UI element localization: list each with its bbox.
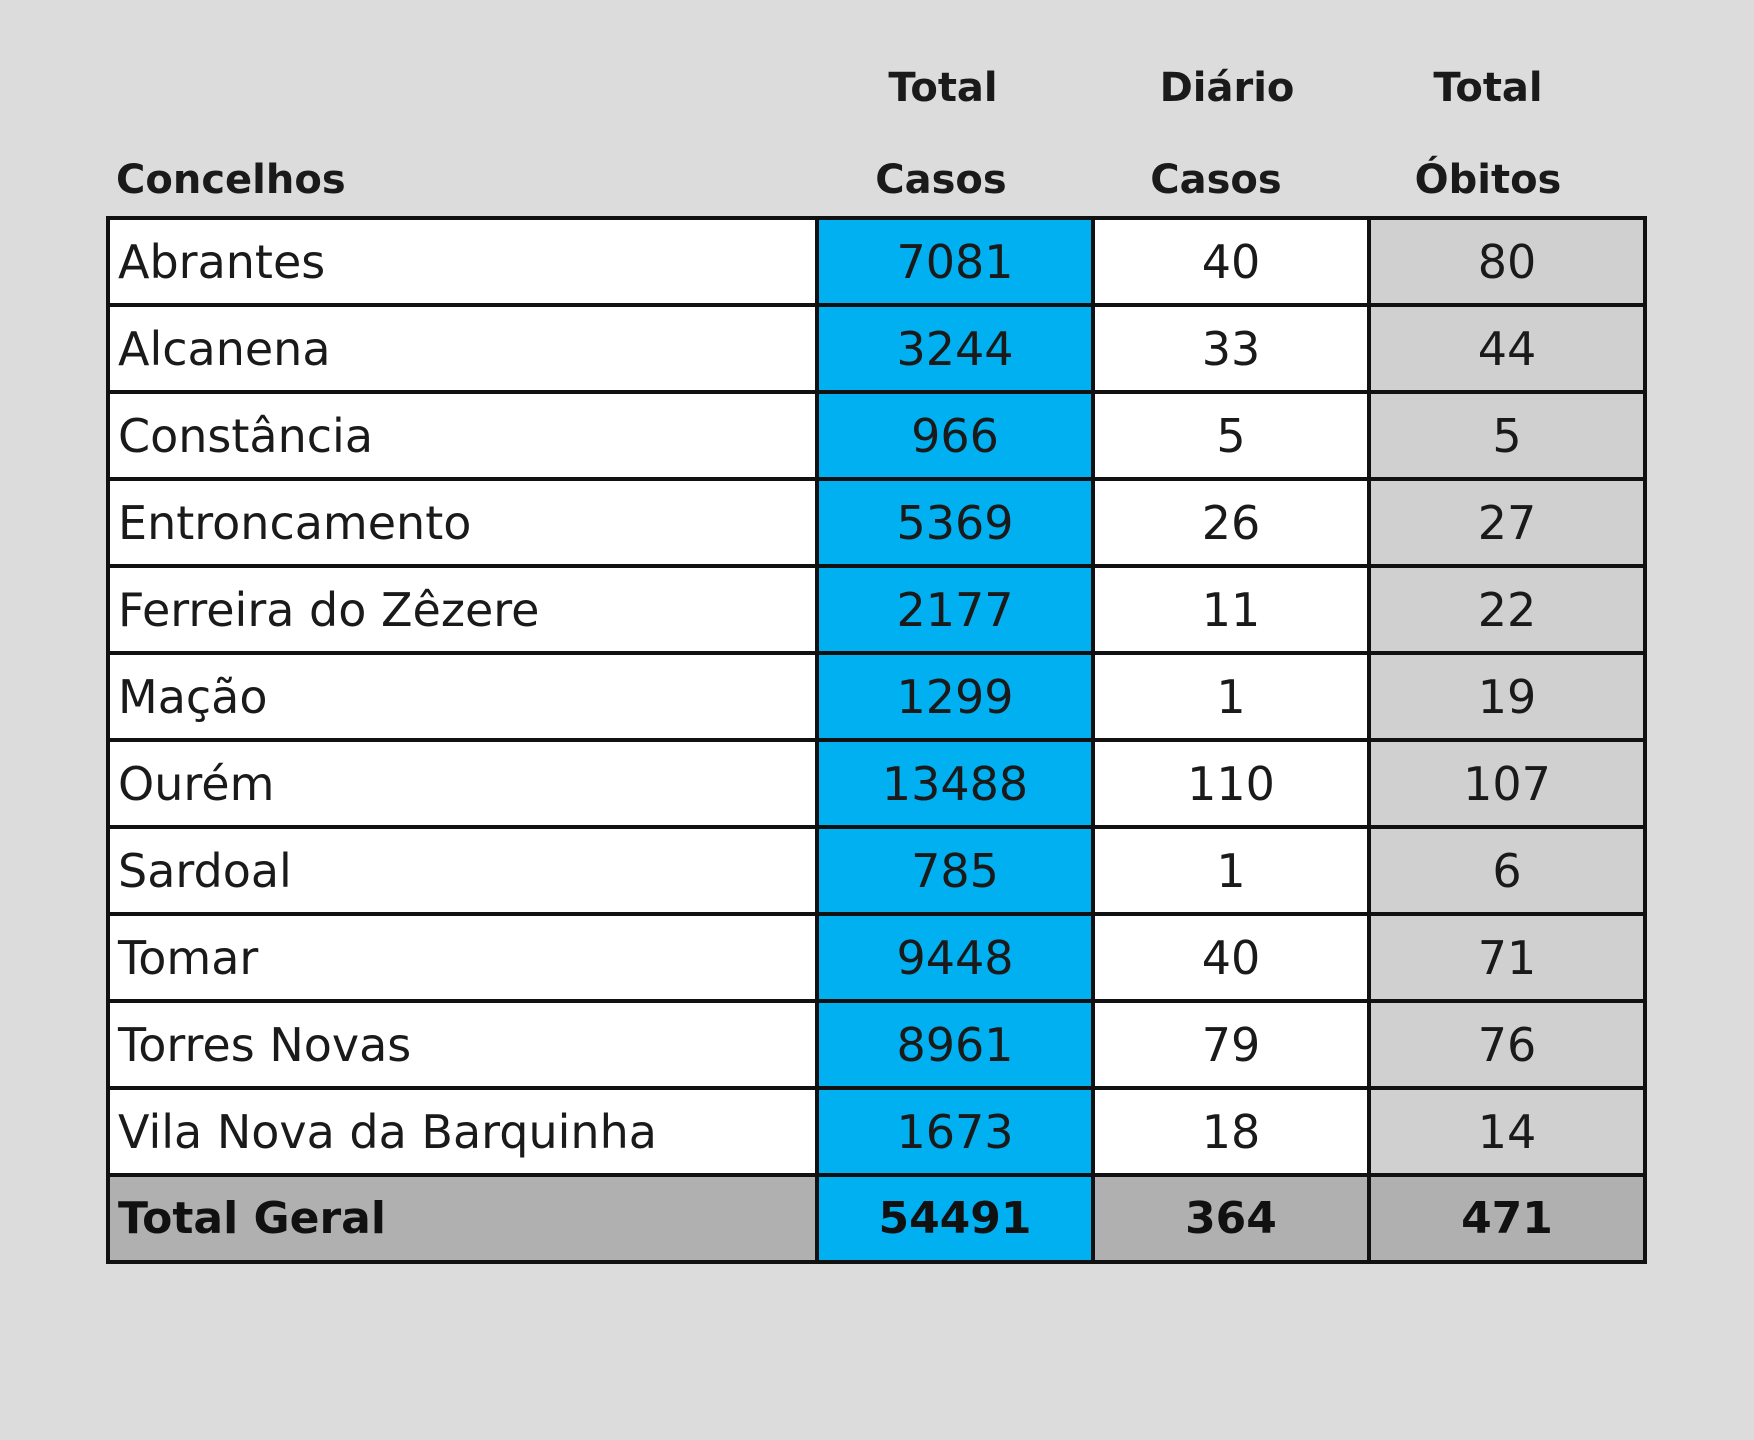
diario-casos-cell: 110: [1093, 740, 1369, 827]
table-row: [108, 479, 1645, 566]
total-obitos-cell: 80: [1369, 218, 1645, 305]
diario-casos-cell: 1: [1093, 653, 1369, 740]
total-obitos-cell: 19: [1369, 653, 1645, 740]
table-row: [108, 1088, 1645, 1175]
concelho-cell: Torres Novas: [108, 1001, 817, 1088]
total-casos-cell: 785: [817, 827, 1093, 914]
concelho-cell: Abrantes: [108, 218, 817, 305]
table-row: [108, 653, 1645, 740]
concelho-cell: Sardoal: [108, 827, 817, 914]
total-casos-cell: 966: [817, 392, 1093, 479]
table-row: [108, 218, 1645, 305]
total-casos-cell: 1673: [817, 1088, 1093, 1175]
total-obitos-cell: 14: [1369, 1088, 1645, 1175]
total-obitos-cell: 5: [1369, 392, 1645, 479]
header-total-casos-line2: Casos: [875, 157, 1007, 203]
diario-casos-cell: 1: [1093, 827, 1369, 914]
header-total-obitos-line2: Óbitos: [1414, 157, 1562, 203]
total-obitos-cell: 27: [1369, 479, 1645, 566]
concelho-cell: Alcanena: [108, 305, 817, 392]
table-row: [108, 305, 1645, 392]
diario-casos-cell: 79: [1093, 1001, 1369, 1088]
total-obitos-cell: 107: [1369, 740, 1645, 827]
concelho-cell: Tomar: [108, 914, 817, 1001]
total-casos-cell: 1299: [817, 653, 1093, 740]
total-casos-cell: 3244: [817, 305, 1093, 392]
total-casos-cell: 5369: [817, 479, 1093, 566]
total-casos-cell: 13488: [817, 740, 1093, 827]
concelho-cell: Mação: [108, 653, 817, 740]
total-obitos-cell: 44: [1369, 305, 1645, 392]
total-geral-obitos: 471: [1369, 1175, 1645, 1262]
concelho-cell: Ourém: [108, 740, 817, 827]
diario-casos-cell: 33: [1093, 305, 1369, 392]
total-casos-cell: 7081: [817, 218, 1093, 305]
covid-cases-table: [106, 216, 1647, 1264]
total-geral-label: Total Geral: [108, 1175, 817, 1262]
concelho-cell: Vila Nova da Barquinha: [108, 1088, 817, 1175]
concelho-cell: Constância: [108, 392, 817, 479]
concelho-cell: Entroncamento: [108, 479, 817, 566]
diario-casos-cell: 5: [1093, 392, 1369, 479]
total-geral-casos: 54491: [817, 1175, 1093, 1262]
table-row: [108, 1001, 1645, 1088]
table-row: [108, 914, 1645, 1001]
header-total-obitos-line1: Total: [1433, 65, 1543, 111]
diario-casos-cell: 11: [1093, 566, 1369, 653]
total-obitos-cell: 22: [1369, 566, 1645, 653]
total-obitos-cell: 76: [1369, 1001, 1645, 1088]
header-concelhos: Concelhos: [116, 157, 346, 203]
header-diario-casos-line1: Diário: [1159, 65, 1295, 111]
total-obitos-cell: 6: [1369, 827, 1645, 914]
concelho-cell: Ferreira do Zêzere: [108, 566, 817, 653]
header-total-casos-line1: Total: [888, 65, 998, 111]
diario-casos-cell: 40: [1093, 218, 1369, 305]
table-row: [108, 740, 1645, 827]
total-casos-cell: 9448: [817, 914, 1093, 1001]
diario-casos-cell: 40: [1093, 914, 1369, 1001]
diario-casos-cell: 18: [1093, 1088, 1369, 1175]
table-row: [108, 827, 1645, 914]
total-casos-cell: 8961: [817, 1001, 1093, 1088]
header-diario-casos-line2: Casos: [1150, 157, 1282, 203]
total-casos-cell: 2177: [817, 566, 1093, 653]
table-row: [108, 392, 1645, 479]
total-geral-diario: 364: [1093, 1175, 1369, 1262]
diario-casos-cell: 26: [1093, 479, 1369, 566]
total-geral-row: [108, 1175, 1645, 1262]
table-row: [108, 566, 1645, 653]
total-obitos-cell: 71: [1369, 914, 1645, 1001]
